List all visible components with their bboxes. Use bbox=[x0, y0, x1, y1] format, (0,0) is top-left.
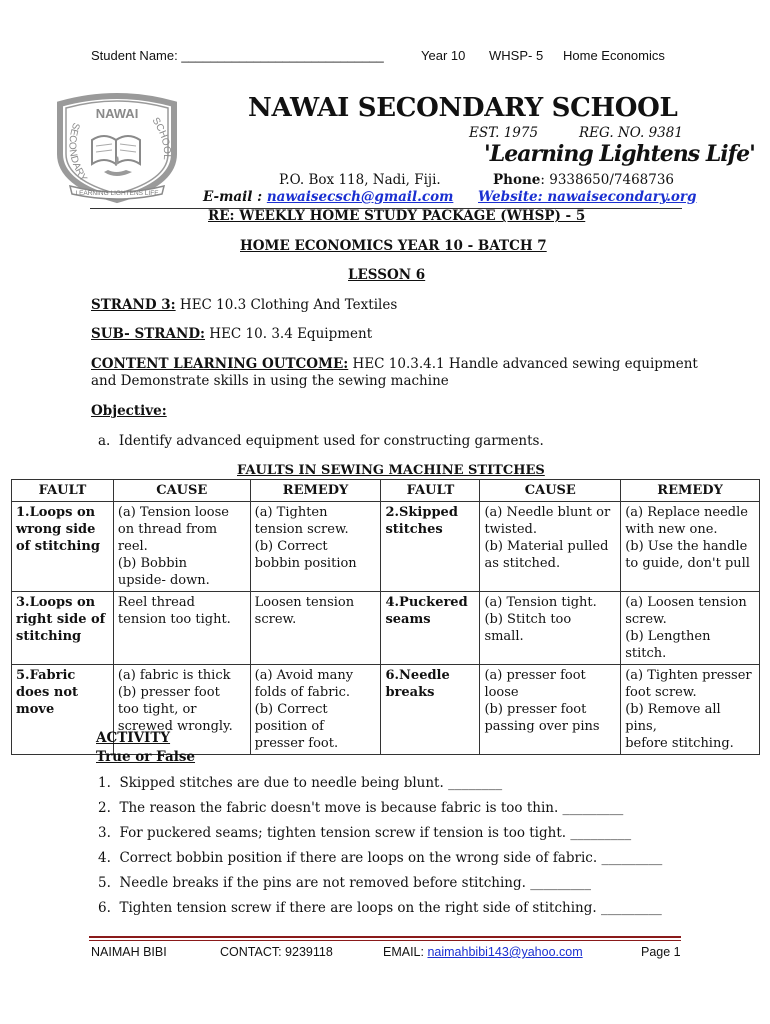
table-body bbox=[12, 502, 760, 755]
cell-line: breaks bbox=[385, 685, 435, 700]
cell-line: stitches bbox=[385, 522, 443, 537]
page-number: Page 1 bbox=[641, 945, 681, 959]
question-3: 3. For puckered seams; tighten tension screw if tension is too tight. _________ bbox=[98, 825, 632, 841]
activity-subtitle: True or False bbox=[96, 749, 196, 765]
cell-line: (b) Bobbin bbox=[117, 556, 188, 571]
cell-line: before stitching. bbox=[625, 736, 734, 751]
header-remedy: REMEDY bbox=[250, 480, 381, 502]
cell-line: bobbin position bbox=[254, 556, 357, 571]
table-header-row bbox=[12, 480, 760, 502]
cell-line: to guide, don't pull bbox=[625, 556, 750, 571]
fault-cell bbox=[381, 502, 480, 592]
cell-line: (b) Remove all pins, bbox=[625, 702, 721, 734]
cell-line: (b) presser foot bbox=[117, 685, 220, 700]
cell-line: (a) Tighten presser bbox=[625, 668, 752, 683]
table-row bbox=[12, 592, 760, 665]
remedy-cell bbox=[250, 502, 381, 592]
question-2: 2. The reason the fabric doesn't move is because fabric is too thin. _________ bbox=[98, 800, 624, 816]
remedy-cell bbox=[621, 502, 760, 592]
cell-line: move bbox=[16, 702, 55, 717]
cell-line: (b) Lengthen stitch. bbox=[625, 629, 711, 661]
clo-line bbox=[91, 356, 698, 372]
cell-line: (a) Tension loose bbox=[117, 505, 229, 520]
cell-line: presser foot. bbox=[254, 736, 339, 751]
cell-line: (a) Tension tight. bbox=[484, 595, 597, 610]
remedy-cell bbox=[621, 665, 760, 755]
logo-right-text: SCHOOL bbox=[149, 115, 173, 161]
footer-email-label: EMAIL: bbox=[383, 945, 428, 959]
cell-line: foot screw. bbox=[625, 685, 697, 700]
school-name: NAWAI SECONDARY SCHOOL bbox=[248, 93, 678, 123]
remedy-cell bbox=[250, 592, 381, 665]
cell-line: (b) Correct bbox=[254, 539, 328, 554]
cell-line: (b) Use the handle bbox=[625, 539, 748, 554]
strand-text: HEC 10.3 Clothing And Textiles bbox=[175, 297, 398, 313]
question-1: 1. Skipped stitches are due to needle being blunt. ________ bbox=[98, 775, 503, 791]
cell-line: (a) fabric is thick bbox=[117, 668, 231, 683]
cell-line: right side of bbox=[16, 612, 106, 627]
footer-rule-thin bbox=[89, 940, 681, 941]
fault-cell bbox=[381, 665, 480, 755]
objective-item: a. Identify advanced equipment used for constructing garments. bbox=[98, 433, 544, 449]
sub-strand-line bbox=[91, 326, 372, 342]
fault-cell bbox=[381, 592, 480, 665]
question-5: 5. Needle breaks if the pins are not removed before stitching. _________ bbox=[98, 875, 591, 891]
cell-line: 6.Needle bbox=[385, 668, 450, 683]
cell-line: (a) Avoid many bbox=[254, 668, 354, 683]
student-name-label: Student Name: ____________________________ bbox=[91, 48, 384, 63]
est-label: EST. 1975 bbox=[469, 125, 539, 141]
website-link-text[interactable]: Website: nawaisecondary.org bbox=[478, 189, 697, 205]
cell-line: 4.Puckered bbox=[385, 595, 468, 610]
cell-line: too tight, or bbox=[117, 702, 197, 717]
cell-line: (a) Needle blunt or bbox=[484, 505, 611, 520]
cell-line: small. bbox=[484, 629, 524, 644]
subject-label: Home Economics bbox=[563, 48, 665, 63]
cell-line: (b) presser foot bbox=[484, 702, 587, 717]
footer-email-link[interactable]: naimahbibi143@yahoo.com bbox=[427, 945, 583, 959]
header-fault: FAULT bbox=[381, 480, 480, 502]
course-line: HOME ECONOMICS YEAR 10 - BATCH 7 bbox=[240, 238, 547, 254]
question-6: 6. Tighten tension screw if there are loops on the right side of stitching. _________ bbox=[98, 900, 662, 916]
cell-line: upside- down. bbox=[117, 573, 210, 588]
sub-strand-text: HEC 10. 3.4 Equipment bbox=[205, 326, 373, 342]
cell-line: (b) Stitch too bbox=[484, 612, 572, 627]
cell-line: tension screw. bbox=[254, 522, 349, 537]
reg-label: REG. NO. 9381 bbox=[579, 125, 683, 141]
fault-cell bbox=[12, 502, 114, 592]
cell-line: twisted. bbox=[484, 522, 537, 537]
cell-line: (b) Correct bbox=[254, 702, 328, 717]
phone-label: Phone bbox=[493, 172, 541, 188]
cell-line: Loosen tension bbox=[254, 595, 355, 610]
cell-line: 2.Skipped bbox=[385, 505, 458, 520]
remedy-cell bbox=[621, 592, 760, 665]
cell-line: stitching bbox=[16, 629, 82, 644]
cell-line: (a) Tighten bbox=[254, 505, 328, 520]
cell-line: reel. bbox=[117, 539, 148, 554]
cell-line: as stitched. bbox=[484, 556, 561, 571]
header-fault: FAULT bbox=[12, 480, 114, 502]
faults-table bbox=[11, 479, 760, 755]
strand-label: STRAND 3: bbox=[91, 297, 176, 313]
sub-strand-label: SUB- STRAND: bbox=[91, 326, 206, 342]
cause-cell bbox=[480, 502, 621, 592]
re-line: RE: WEEKLY HOME STUDY PACKAGE (WHSP) - 5 bbox=[208, 208, 586, 224]
email-label: E-mail : bbox=[203, 189, 263, 205]
cell-line: loose bbox=[484, 685, 519, 700]
cell-line: (a) presser foot bbox=[484, 668, 586, 683]
school-email-line bbox=[203, 189, 453, 205]
clo-label: CONTENT LEARNING OUTCOME: bbox=[91, 356, 349, 372]
cell-line: does not bbox=[16, 685, 79, 700]
cell-line: folds of fabric. bbox=[254, 685, 351, 700]
header-remedy: REMEDY bbox=[621, 480, 760, 502]
footer-contact: CONTACT: 9239118 bbox=[220, 945, 333, 959]
school-email-link[interactable]: nawaisecsch@gmail.com bbox=[266, 189, 454, 205]
table-title: FAULTS IN SEWING MACHINE STITCHES bbox=[237, 463, 545, 478]
cell-line: 3.Loops on bbox=[16, 595, 96, 610]
strand-line bbox=[91, 297, 397, 313]
fault-cell bbox=[12, 592, 114, 665]
cell-line: on thread from bbox=[117, 522, 218, 537]
year-label: Year 10 bbox=[421, 48, 466, 63]
cell-line: screw. bbox=[625, 612, 667, 627]
cause-cell bbox=[113, 592, 250, 665]
cell-line: 5.Fabric bbox=[16, 668, 76, 683]
whsp-label: WHSP- 5 bbox=[489, 48, 544, 63]
phone-number: : 9338650/7468736 bbox=[540, 172, 675, 188]
school-logo bbox=[52, 92, 182, 204]
remedy-cell bbox=[250, 665, 381, 755]
cause-cell bbox=[480, 592, 621, 665]
footer-email bbox=[383, 945, 583, 959]
cell-line: (b) Material pulled bbox=[484, 539, 609, 554]
cell-line: with new one. bbox=[625, 522, 718, 537]
clo-text-2: and Demonstrate skills in using the sewing machine bbox=[91, 373, 449, 389]
header-cause: CAUSE bbox=[480, 480, 621, 502]
cell-line: tension too tight. bbox=[117, 612, 231, 627]
cause-cell bbox=[113, 502, 250, 592]
cause-cell bbox=[480, 665, 621, 755]
school-website-link[interactable] bbox=[478, 189, 696, 205]
cell-line: Reel thread bbox=[117, 595, 195, 610]
cell-line: seams bbox=[385, 612, 431, 627]
cell-line: passing over pins bbox=[484, 719, 600, 734]
objective-label: Objective: bbox=[91, 403, 167, 419]
logo-top-text: NAWAI bbox=[95, 106, 139, 121]
header-cause: CAUSE bbox=[113, 480, 250, 502]
cell-line: position of bbox=[254, 719, 324, 734]
cell-line: screw. bbox=[254, 612, 297, 627]
clo-text-1: HEC 10.3.4.1 Handle advanced sewing equipment bbox=[348, 356, 698, 372]
table-row bbox=[12, 502, 760, 592]
cell-line: screwed wrongly. bbox=[117, 719, 233, 734]
cell-line: wrong side bbox=[16, 522, 96, 537]
lesson-title: LESSON 6 bbox=[348, 267, 426, 283]
cell-line: of stitching bbox=[16, 539, 100, 554]
logo-left-text: SECONDARY bbox=[66, 121, 89, 184]
cell-line: (a) Loosen tension bbox=[625, 595, 747, 610]
school-motto: 'Learning Lightens Life' bbox=[484, 141, 755, 167]
cell-line: (a) Replace needle bbox=[625, 505, 748, 520]
school-address: P.O. Box 118, Nadi, Fiji. bbox=[279, 172, 441, 188]
cell-line: 1.Loops on bbox=[16, 505, 96, 520]
footer-rule bbox=[89, 936, 681, 938]
school-phone bbox=[493, 172, 674, 188]
question-4: 4. Correct bobbin position if there are loops on the wrong side of fabric. _________ bbox=[98, 850, 663, 866]
activity-title: ACTIVITY bbox=[96, 730, 171, 746]
footer-name: NAIMAH BIBI bbox=[91, 945, 167, 959]
logo-banner-text: LEARNING LIGHTENS LIFE bbox=[75, 190, 159, 197]
